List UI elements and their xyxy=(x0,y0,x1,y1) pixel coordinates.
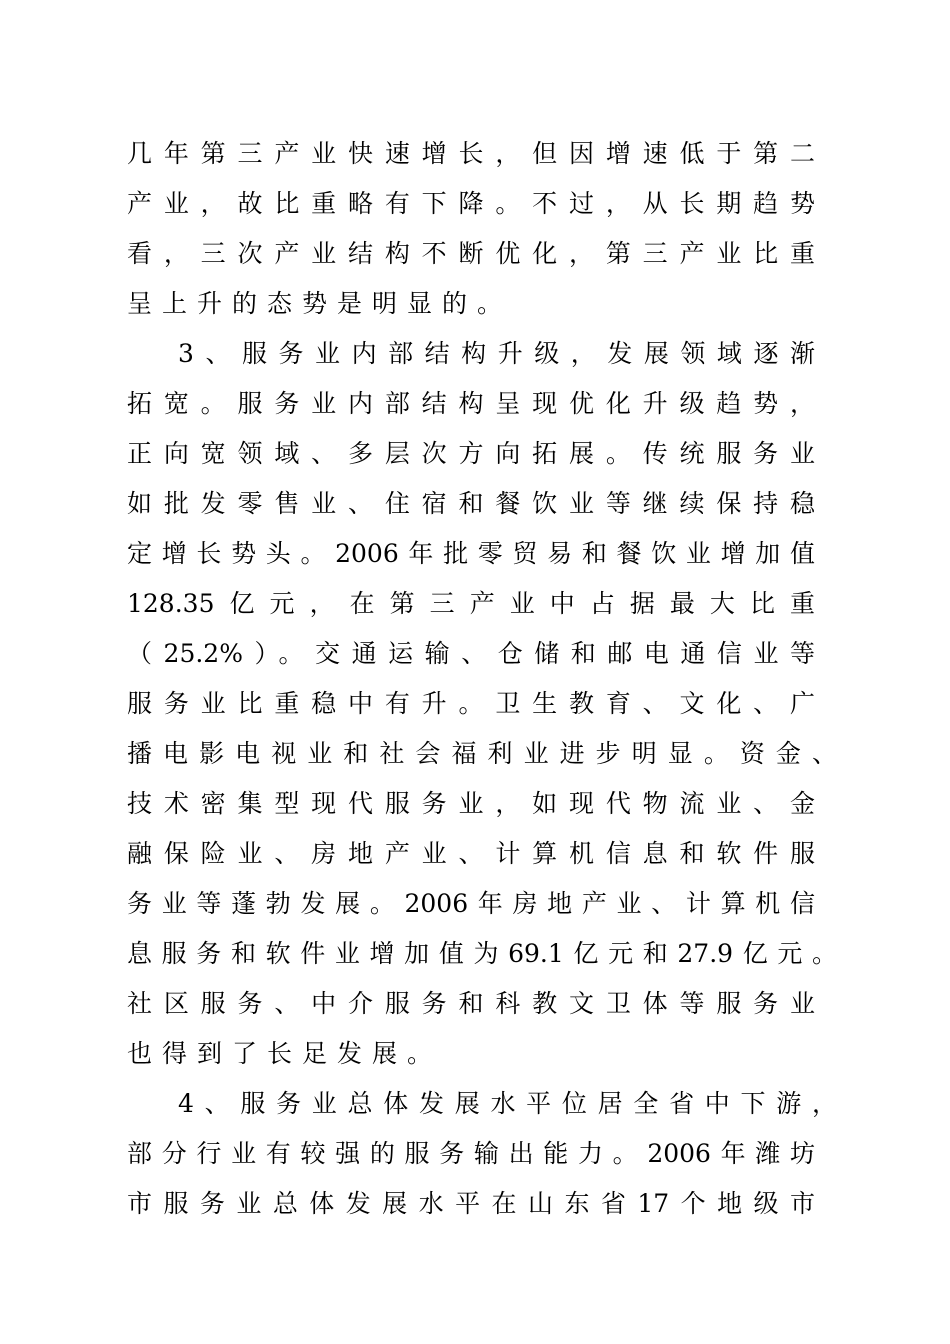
text-line-1: 几年第三产业快速增长，但因增速低于第二 xyxy=(127,139,815,168)
text-line-11: （25.2%）。交通运输、仓储和邮电通信业等 xyxy=(127,639,815,668)
text-line-2: 产业，故比重略有下降。不过，从长期趋势 xyxy=(127,189,815,218)
text-line-6: 拓宽。服务业内部结构呈现优化升级趋势， xyxy=(127,389,815,418)
text-line-14: 技术密集型现代服务业，如现代物流业、金 xyxy=(127,789,815,818)
text-line-18: 社区服务、中介服务和科教文卫体等服务业 xyxy=(127,989,815,1018)
text-line-13: 播电影电视业和社会福利业进步明显。资金、 xyxy=(127,739,837,768)
text-line-19: 也得到了长足发展。 xyxy=(127,1039,443,1068)
text-line-15: 融保险业、房地产业、计算机信息和软件服 xyxy=(127,839,815,868)
text-line-22: 市服务业总体发展水平在山东省17个地级市 xyxy=(127,1189,815,1218)
text-line-4: 呈上升的态势是明显的。 xyxy=(127,289,513,318)
text-line-10: 128.35亿元，在第三产业中占据最大比重 xyxy=(127,589,815,618)
text-line-3: 看，三次产业结构不断优化，第三产业比重 xyxy=(127,239,815,268)
text-line-9: 定增长势头。2006年批零贸易和餐饮业增加值 xyxy=(127,539,815,568)
text-line-8: 如批发零售业、住宿和餐饮业等继续保持稳 xyxy=(127,489,815,518)
text-line-16: 务业等蓬勃发展。2006年房地产业、计算机信 xyxy=(127,889,815,918)
text-line-17: 息服务和软件业增加值为69.1亿元和27.9亿元。 xyxy=(127,939,837,968)
text-line-21: 部分行业有较强的服务输出能力。2006年潍坊 xyxy=(127,1139,815,1168)
text-line-7: 正向宽领域、多层次方向拓展。传统服务业 xyxy=(127,439,815,468)
text-line-5: 3、服务业内部结构升级，发展领域逐渐 xyxy=(178,339,815,368)
text-line-20: 4、服务业总体发展水平位居全省中下游， xyxy=(178,1089,837,1118)
text-line-12: 服务业比重稳中有升。卫生教育、文化、广 xyxy=(127,689,815,718)
